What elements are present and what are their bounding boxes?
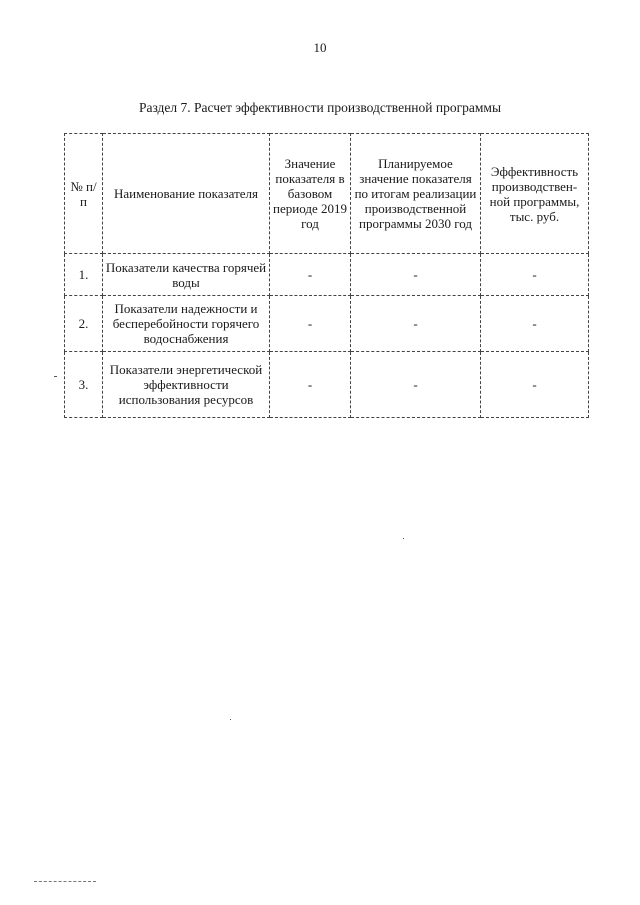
row-base-value: - <box>270 296 351 352</box>
row-efficiency: - <box>481 296 589 352</box>
scan-speck <box>54 376 57 377</box>
page-number: 10 <box>313 40 327 55</box>
row-num: 3. <box>65 352 103 418</box>
table-row <box>65 352 589 418</box>
scan-mark <box>34 881 96 882</box>
row-planned-value: - <box>351 296 481 352</box>
efficiency-table <box>64 133 589 418</box>
row-efficiency: - <box>481 352 589 418</box>
table-row <box>65 254 589 296</box>
header-name: Наименование показателя <box>103 134 270 254</box>
row-base-value: - <box>270 352 351 418</box>
section-title: Раздел 7. Расчет эффективности производственной программы <box>138 100 502 115</box>
table-row <box>65 296 589 352</box>
row-planned-value: - <box>351 352 481 418</box>
header-planned-value: Планируемое значение показателя по итогам реализации производственной программы 2030 год <box>351 134 481 254</box>
row-num: 2. <box>65 296 103 352</box>
row-name: Показатели энергетической эффективности использования ресурсов <box>103 352 270 418</box>
header-efficiency: Эффективность производствен-ной программы, тыс. руб. <box>481 134 589 254</box>
row-num: 1. <box>65 254 103 296</box>
row-planned-value: - <box>351 254 481 296</box>
table-header-row <box>65 134 589 254</box>
header-base-value: Значение показателя в базовом периоде 2019 год <box>270 134 351 254</box>
row-efficiency: - <box>481 254 589 296</box>
row-base-value: - <box>270 254 351 296</box>
row-name: Показатели надежности и бесперебойности горячего водоснабжения <box>103 296 270 352</box>
scan-speck <box>230 719 231 720</box>
header-num: № п/п <box>65 134 103 254</box>
row-name: Показатели качества горячей воды <box>103 254 270 296</box>
scan-speck <box>403 538 404 539</box>
